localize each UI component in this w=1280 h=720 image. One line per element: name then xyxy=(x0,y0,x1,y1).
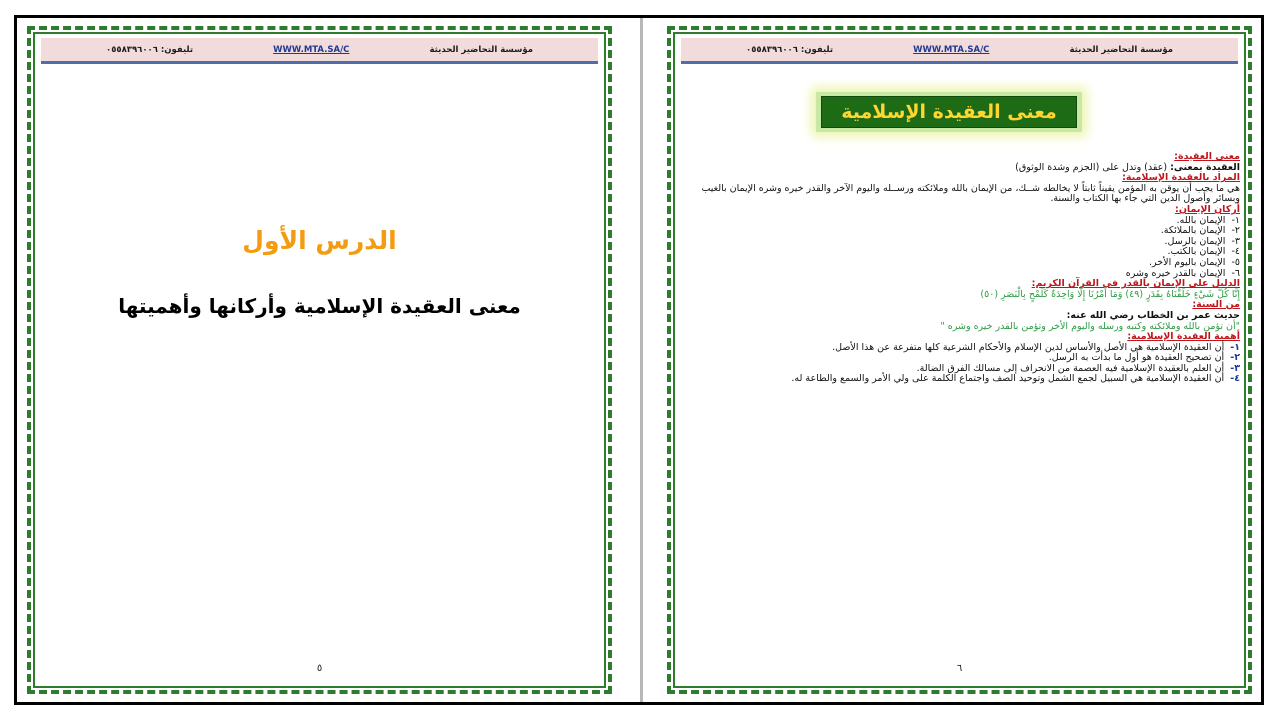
paragraph: هي ما يجب أن يوقن به المؤمن يقيناً ثابتاً لا يخالطه شــك، من الإيمان بالله وملائكته ورســله واليوم الآخر والقدر خيره وشره الإيمان بالغيب وبسائر وأصول الدين التي جاء بها الكتاب والسنة. xyxy=(701,182,1240,205)
left-page xyxy=(27,26,612,694)
page-number: ٥ xyxy=(316,663,323,674)
section-heading: من السنة: xyxy=(1192,299,1240,311)
lesson-title: الدرس الأول xyxy=(242,226,397,255)
list-text: الإيمان بالكتب. xyxy=(1167,246,1226,258)
hadith-label: حديث عمر بن الخطاب رضي الله عنه: xyxy=(1066,309,1240,321)
quran-verse: إِنَّا كُلَّ شَيْءٍ خَلَقْنَاهُ بِقَدَرٍ (٤٩) وَمَا أَمْرُنَا إِلَّا وَاحِدَةٌ كَلَمْحٍ بِالْبَصَرِ (٥٠) xyxy=(980,288,1240,300)
list-text: الإيمان بالله. xyxy=(1176,214,1226,226)
page-header xyxy=(681,38,1238,61)
header-divider xyxy=(41,61,598,64)
header-divider xyxy=(681,61,1238,64)
list-text: الإيمان بالملائكة. xyxy=(1160,225,1226,237)
definition-label: العقيدة بمعنى: xyxy=(1170,161,1240,173)
importance-list xyxy=(679,343,1240,385)
header-phone: تليفون: ٠٥٥٨٣٩٦٠٠٦ xyxy=(106,44,194,55)
list-number: ٤- xyxy=(1230,373,1240,385)
section-heading: أركان الإيمان: xyxy=(1175,203,1240,215)
list-item xyxy=(679,374,1240,385)
page-number: ٦ xyxy=(956,663,963,674)
section-heading: الدليل على الإيمان بالقدر في القرآن الكريم: xyxy=(1031,278,1240,290)
page-header xyxy=(41,38,598,61)
header-phone: تليفون: ٠٥٥٨٣٩٦٠٠٦ xyxy=(746,44,834,55)
lesson-content xyxy=(679,152,1240,385)
list-item xyxy=(679,237,1240,248)
list-text: أن العلم بالعقيدة الإسلامية فيه العصمة من الانحراف إلى مسالك الفرق الضالة. xyxy=(916,362,1225,374)
section-heading: معنى العقيدة: xyxy=(1174,151,1240,162)
list-number: ٢- xyxy=(1231,225,1240,237)
list-text: أن تصحيح العقيدة هو أول ما بدأت به الرسل. xyxy=(1048,352,1225,364)
section-heading: المراد بالعقيدة الإسلامية: xyxy=(1122,172,1240,184)
list-item xyxy=(679,226,1240,237)
list-number: ١- xyxy=(1230,341,1240,353)
book-spine xyxy=(640,18,643,702)
list-text: الإيمان بالرسل. xyxy=(1164,235,1226,247)
hadith-text: "أن تؤمن بالله وملائكته وكتبه ورسله واليوم الأخر وتؤمن بالقدر خيره وشره " xyxy=(940,320,1240,332)
list-number: ٦- xyxy=(1231,267,1240,279)
list-text: الإيمان بالقدر خيره وشره xyxy=(1125,267,1226,279)
list-number: ٢- xyxy=(1230,352,1240,364)
list-number: ١- xyxy=(1231,214,1240,226)
title-banner xyxy=(816,92,1082,132)
list-number: ٤- xyxy=(1231,246,1240,258)
lesson-subtitle: معنى العقيدة الإسلامية وأركانها وأهميتها xyxy=(118,294,521,318)
list-text: أن العقيدة الإسلامية هي السبيل لجمع الشمل وتوحيد الصف واجتماع الكلمة على ولي الأمر والسمع والطاعة له. xyxy=(791,373,1225,385)
header-website-link[interactable]: WWW.MTA.SA/C xyxy=(273,44,350,55)
list-number: ٣- xyxy=(1231,235,1240,247)
list-item xyxy=(679,216,1240,227)
section-heading: أهمية العقيدة الإسلامية: xyxy=(1127,331,1240,343)
header-website-link[interactable]: WWW.MTA.SA/C xyxy=(913,44,990,55)
right-page xyxy=(667,26,1252,694)
list-text: الإيمان باليوم الأخر. xyxy=(1149,256,1226,268)
list-number: ٥- xyxy=(1231,256,1240,268)
list-text: أن العقيدة الإسلامية هي الأصل والأساس لدين الإسلام والأحكام الشرعية كلها متفرعة عن هذا الأصل. xyxy=(832,341,1225,353)
page-title: معنى العقيدة الإسلامية xyxy=(821,96,1077,128)
header-org: مؤسسة التحاضير الحديثة xyxy=(1069,44,1173,55)
header-org: مؤسسة التحاضير الحديثة xyxy=(429,44,533,55)
list-number: ٣- xyxy=(1230,362,1240,374)
definition-text: (عقد) وتدل على (الجزم وشدة الوثوق) xyxy=(1015,161,1171,173)
pillars-list xyxy=(679,216,1240,280)
